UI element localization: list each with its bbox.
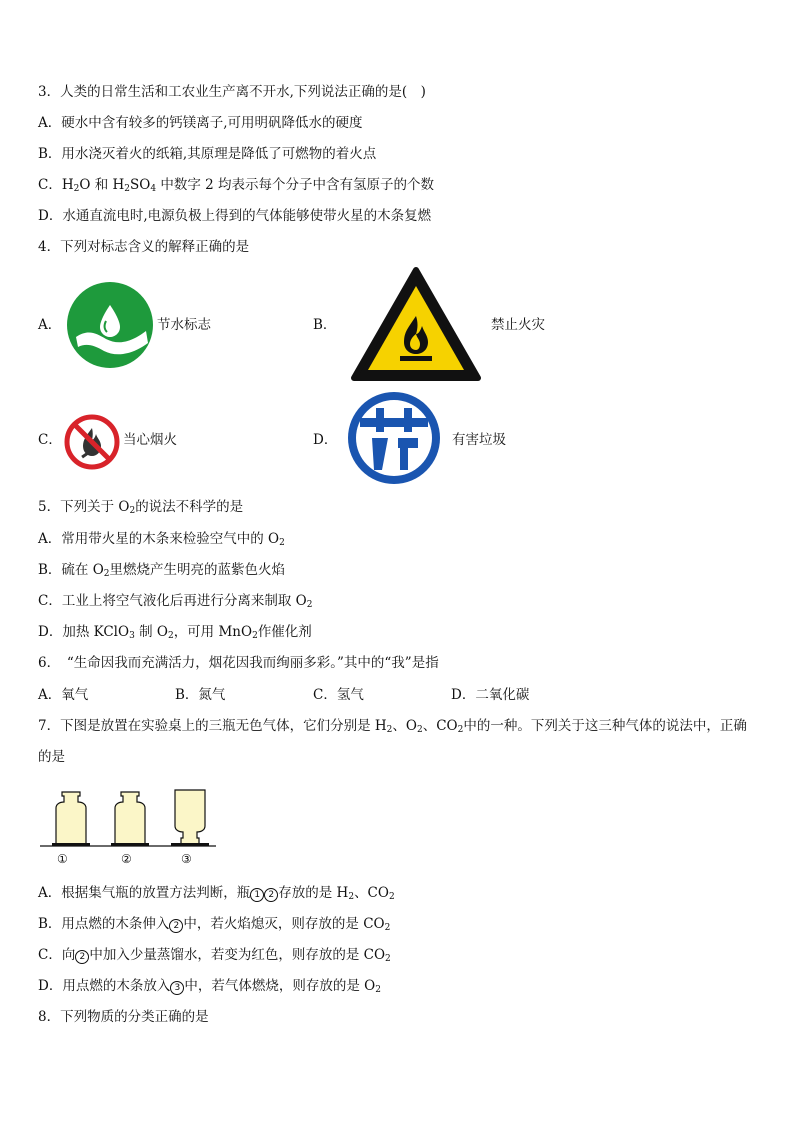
- q7-a-circled-2: 2: [264, 888, 278, 902]
- q5-option-b: [38, 561, 285, 583]
- q7-option-c: [38, 946, 391, 968]
- q7-c-sub: 2: [385, 954, 391, 964]
- bottle-1-upright: [52, 792, 90, 846]
- q7-a-sub-1: 2: [348, 892, 355, 902]
- q6-option-a: A．氧气: [38, 687, 89, 703]
- q5-d-text-4: 作催化剂: [257, 624, 312, 640]
- bottle-label-3: ③: [181, 852, 192, 866]
- bottle-2-upright: [111, 792, 149, 846]
- q5-c-text: C．工业上将空气液化后再进行分离来制取 O: [38, 593, 307, 609]
- q5-stem-sub: 2: [129, 506, 136, 516]
- q5-b-text-1: B．硫在 O: [38, 562, 104, 578]
- q7-d-sub: 2: [375, 985, 381, 995]
- q7-a-text-3: 、CO: [354, 885, 389, 901]
- q5-c-sub: 2: [306, 600, 313, 610]
- q5-d-text-1: D．加热 KClO: [38, 624, 130, 640]
- q5-a-text: A．常用带火星的木条来检验空气中的 O: [38, 531, 280, 547]
- q7-c-text-1: C．向: [38, 947, 76, 963]
- q5-d-sub-3: 2: [252, 631, 258, 641]
- q4-d-caption: 有害垃圾: [452, 432, 506, 448]
- q7-a-circled-1: 1: [250, 888, 264, 902]
- q4-a-caption: 节水标志: [157, 317, 211, 333]
- q7-stem-sub-1: 2: [386, 725, 393, 735]
- q5-stem-text-1: 5．下列关于 O: [38, 499, 130, 515]
- q4-a-letter: A．: [38, 317, 62, 333]
- hazardous-waste-sign-icon: [346, 390, 442, 486]
- q5-d-sub-2: 2: [167, 631, 174, 641]
- q7-b-circled: 2: [169, 919, 183, 933]
- q3-c-text-1: C．H: [38, 177, 74, 193]
- q3-option-d: D．水通直流电时,电源负极上得到的气体能够使带火星的木条复燃: [38, 208, 432, 224]
- q3-c-sub-1: 2: [73, 184, 80, 194]
- q6-option-d: D．二氧化碳: [451, 687, 530, 703]
- q3-option-c: [38, 176, 434, 198]
- q7-d-text-1: D．用点燃的木条放入: [38, 978, 171, 994]
- q5-d-text-3: ，可用 MnO: [173, 624, 253, 640]
- q3-option-a: A．硬水中含有较多的钙镁离子,可用明矾降低水的硬度: [38, 115, 363, 131]
- q3-c-text-2: O 和 H: [79, 177, 125, 193]
- q7-a-sub-2: 2: [388, 892, 395, 902]
- bottle-label-1: ①: [57, 852, 68, 866]
- q4-stem: 4．下列对标志含义的解释正确的是: [38, 239, 250, 255]
- q5-b-text-2: 里燃烧产生明亮的蓝紫色火焰: [109, 562, 286, 578]
- q7-b-text-2: 中，若火焰熄灭，则存放的是 CO: [183, 916, 385, 932]
- q7-d-circled: 3: [170, 981, 184, 995]
- bottle-label-2: ②: [121, 852, 132, 866]
- q7-stem-text-1: 7．下图是放置在实验桌上的三瓶无色气体，它们分别是 H: [38, 718, 387, 734]
- q7-stem-line2: 的是: [38, 749, 65, 765]
- q7-a-text-1: A．根据集气瓶的放置方法判断，瓶: [38, 885, 251, 901]
- q4-c-caption: 当心烟火: [123, 432, 177, 448]
- q6-option-c: C．氢气: [313, 687, 364, 703]
- q7-option-d: [38, 977, 381, 999]
- q7-option-a: [38, 884, 395, 906]
- q7-c-circled: 2: [75, 950, 89, 964]
- q7-a-text-2: 存放的是 H: [278, 885, 349, 901]
- q7-c-text-2: 中加入少量蒸馏水，若变为红色，则存放的是 CO: [89, 947, 386, 963]
- q3-c-text-3: SO: [130, 177, 151, 193]
- q7-b-sub: 2: [384, 923, 391, 933]
- q3-stem: 3．人类的日常生活和工农业生产离不开水,下列说法正确的是( ): [38, 84, 426, 100]
- q3-c-text-4: 中数字 2 均表示每个分子中含有氢原子的个数: [156, 177, 435, 193]
- q4-b-caption: 禁止火灾: [491, 317, 545, 333]
- q5-option-a: [38, 530, 285, 552]
- q5-stem: [38, 498, 243, 520]
- q7-option-b: [38, 915, 390, 937]
- q7-d-text-2: 中，若气体燃烧，则存放的是 O: [184, 978, 376, 994]
- q4-d-letter: D．: [313, 432, 338, 448]
- q5-b-sub: 2: [103, 569, 110, 579]
- q5-d-text-2: 制 O: [134, 624, 168, 640]
- q7-stem: [38, 717, 747, 739]
- q3-c-sub-3: 4: [150, 184, 157, 194]
- q8-stem: 8．下列物质的分类正确的是: [38, 1009, 209, 1025]
- q4-b-letter: B．: [313, 317, 337, 333]
- q6-option-b: B．氮气: [175, 687, 226, 703]
- bottle-3-inverted: [171, 790, 209, 846]
- water-saving-sign-icon: [66, 281, 154, 369]
- q5-stem-text-2: 的说法不科学的是: [135, 499, 244, 515]
- q5-option-d: [38, 623, 312, 645]
- fire-warning-triangle-icon: [350, 266, 482, 384]
- no-fire-sign-icon: [64, 414, 120, 470]
- q5-d-sub-1: 3: [129, 631, 135, 641]
- q3-option-b: B．用水浇灭着火的纸箱,其原理是降低了可燃物的着火点: [38, 146, 377, 162]
- q7-stem-sub-3: 2: [457, 725, 464, 735]
- q7-stem-text-3: 、CO: [422, 718, 458, 734]
- q5-a-sub: 2: [279, 538, 285, 548]
- q7-stem-text-4: 中的一种。下列关于这三种气体的说法中，正确: [463, 718, 747, 734]
- q7-b-text-1: B．用点燃的木条伸入: [38, 916, 170, 932]
- q7-stem-text-2: 、O: [392, 718, 417, 734]
- q5-option-c: [38, 592, 312, 614]
- q7-stem-sub-2: 2: [416, 725, 423, 735]
- q4-c-letter: C．: [38, 432, 62, 448]
- q3-c-sub-2: 2: [124, 184, 131, 194]
- q6-stem: 6． “生命因我而充满活力，烟花因我而绚丽多彩。”其中的“我”是指: [38, 655, 439, 671]
